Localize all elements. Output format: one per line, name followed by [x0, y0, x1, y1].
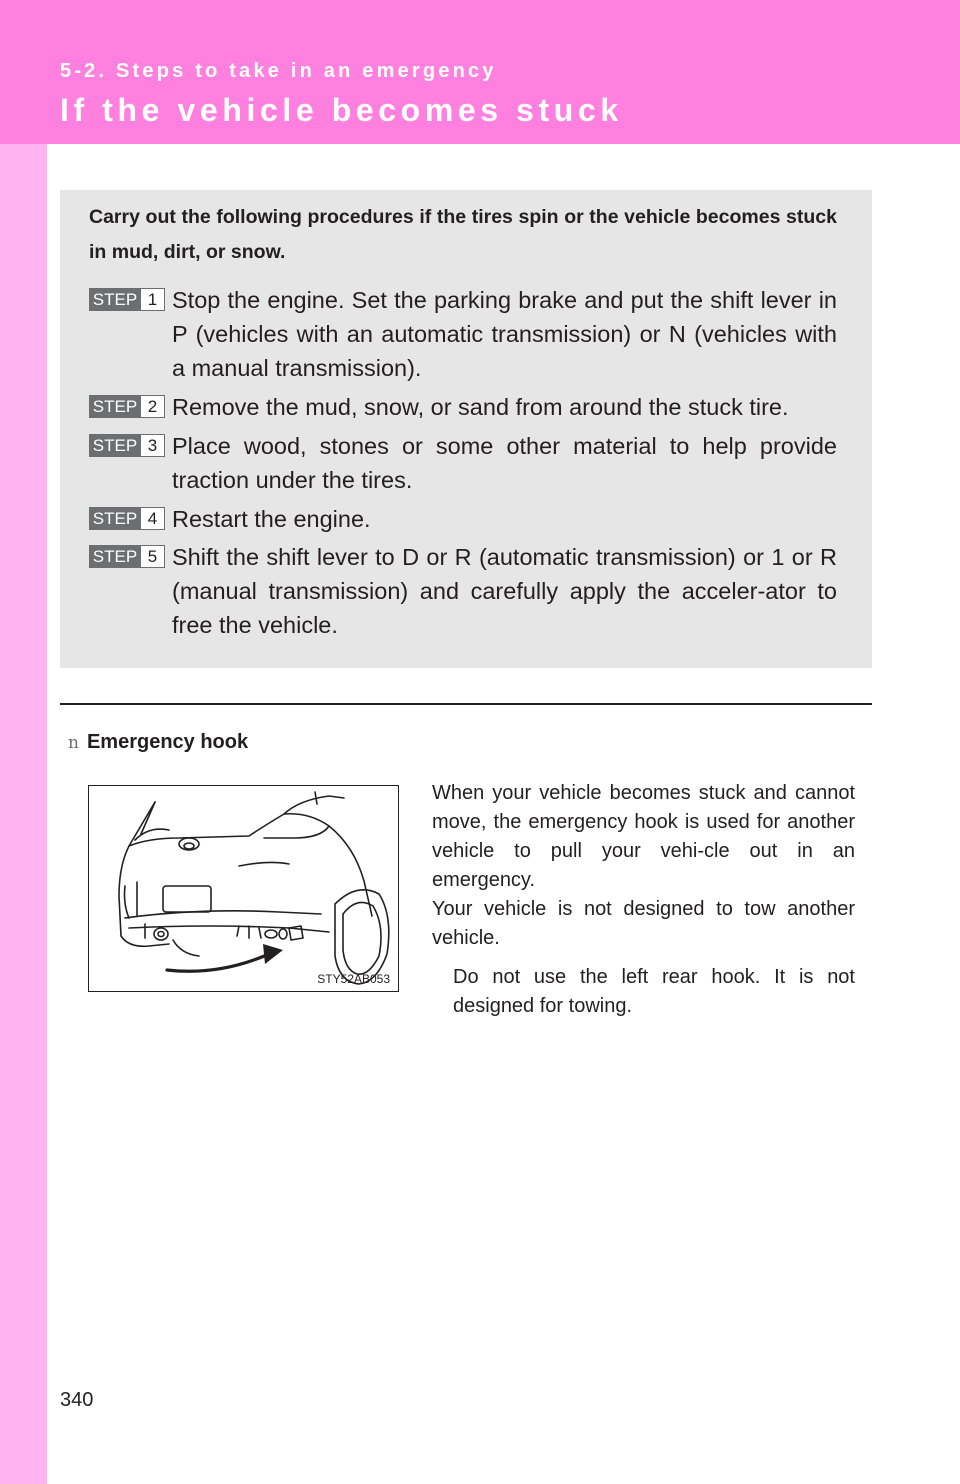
- procedure-intro: Carry out the following procedures if the tires spin or the vehicle becomes stuck in mud, dirt, or snow.: [89, 206, 837, 263]
- step-badge-word: STEP: [89, 545, 141, 568]
- step-text: Restart the engine.: [172, 506, 371, 532]
- step-text: Remove the mud, snow, or sand from around the stuck tire.: [172, 394, 789, 420]
- step-badge: [89, 507, 165, 530]
- step-1: [89, 283, 837, 385]
- step-text: Stop the engine. Set the parking brake and put the shift lever in P (vehicles with an automatic transmission) or N (vehicles with a manual transmission).: [172, 287, 837, 381]
- step-5: [89, 540, 837, 642]
- step-badge-number: 5: [141, 545, 165, 568]
- page-header: [0, 0, 960, 144]
- step-text: Shift the shift lever to D or R (automatic transmission) or 1 or R (manual transmission) and carefully apply the acceler-ator to free the vehicle.: [172, 544, 837, 638]
- description-paragraph: Your vehicle is not designed to tow another vehicle.: [432, 898, 855, 949]
- step-badge-word: STEP: [89, 288, 141, 311]
- emergency-hook-heading-text: Emergency hook: [86, 731, 249, 753]
- step-badge-number: 3: [141, 434, 165, 457]
- step-badge: [89, 288, 165, 311]
- step-badge-word: STEP: [89, 434, 141, 457]
- vehicle-rear-drawing: [89, 786, 398, 991]
- step-badge-number: 4: [141, 507, 165, 530]
- step-2: [89, 390, 837, 424]
- emergency-hook-heading: [68, 731, 248, 754]
- step-badge-word: STEP: [89, 507, 141, 530]
- step-badge-number: 1: [141, 288, 165, 311]
- step-4: [89, 502, 837, 536]
- figure-code: STY52AB053: [317, 972, 390, 986]
- section-label: 5-2. Steps to take in an emergency: [60, 60, 497, 82]
- rear-bumper-illustration: [88, 785, 399, 992]
- step-badge-number: 2: [141, 395, 165, 418]
- step-text: Place wood, stones or some other material to help provide traction under the tires.: [172, 433, 837, 493]
- step-badge: [89, 434, 165, 457]
- emergency-hook-description: [432, 779, 855, 953]
- step-badge: [89, 545, 165, 568]
- section-divider: [60, 703, 872, 705]
- page-title: If the vehicle becomes stuck: [60, 92, 623, 128]
- step-badge: [89, 395, 165, 418]
- step-3: [89, 429, 837, 497]
- left-hook-note: Do not use the left rear hook. It is not designed for towing.: [453, 966, 855, 1017]
- bullet-marker: n: [68, 733, 79, 753]
- page-number: 340: [60, 1389, 94, 1411]
- side-color-band: [0, 0, 47, 1484]
- description-paragraph: When your vehicle becomes stuck and cannot move, the emergency hook is used for another vehicle to pull your vehi-cle out in an emergency.: [432, 782, 855, 891]
- step-badge-word: STEP: [89, 395, 141, 418]
